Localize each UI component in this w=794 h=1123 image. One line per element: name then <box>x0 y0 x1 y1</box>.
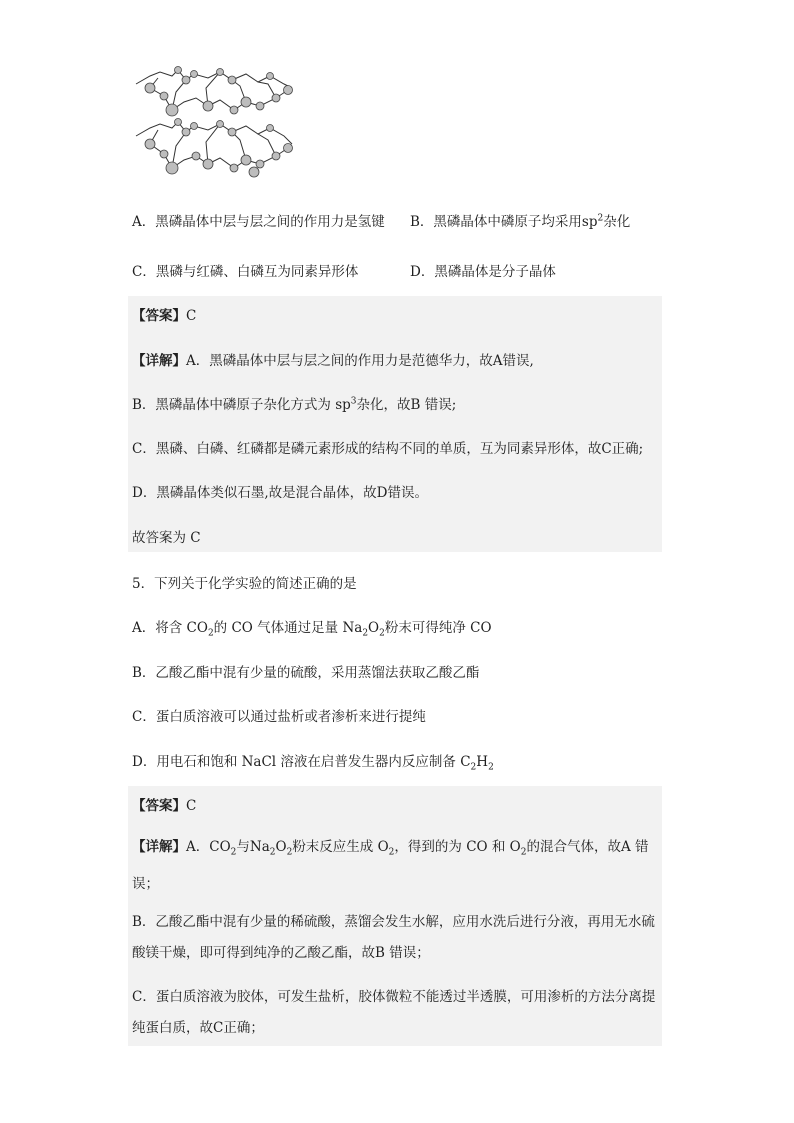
q4-option-d: D．黑磷晶体是分子晶体 <box>410 264 556 280</box>
q5-option-b: B．乙酸乙酯中混有少量的硫酸，采用蒸馏法获取乙酸乙酯 <box>132 665 480 681</box>
q4-detail-a: 【详解】A．黑磷晶体中层与层之间的作用力是范德华力，故A错误, <box>132 353 534 369</box>
black-phosphorus-structure-diagram <box>128 62 304 186</box>
q5-stem: 5．下列关于化学实验的简述正确的是 <box>132 576 357 592</box>
q5-option-a: A．将含 $CO_2$的 CO 气体通过足量 $Na_2O_2$粉末可得纯净 CO <box>132 620 492 639</box>
q5-option-d: D．用电石和饱和 NaCl 溶液在启普发生器内反应制备 $C_2H_2$ <box>132 754 494 773</box>
q4-conclusion: 故答案为 C <box>132 530 201 546</box>
q4-option-b: B．黑磷晶体中磷原子均采用$sp^2$杂化 <box>410 213 631 230</box>
q5-answer-block <box>128 786 662 1046</box>
q4-detail-c: C．黑磷、白磷、红磷都是磷元素形成的结构不同的单质，互为同素异形体，故C正确; <box>132 441 644 457</box>
q4-answer-block <box>128 296 662 552</box>
q4-option-a: A．黑磷晶体中层与层之间的作用力是氢键 <box>132 214 385 230</box>
q5-detail-b: B．乙酸乙酯中混有少量的稀硫酸，蒸馏会发生水解，应用水洗后进行分液，再用无水硫酸镁干燥，即可得到纯净的乙酸乙酯，故B 错误； <box>132 914 655 961</box>
q5-option-c: C．蛋白质溶液可以通过盐析或者渗析来进行提纯 <box>132 709 426 725</box>
q4-detail-b: B．黑磷晶体中磷原子杂化方式为 $sp^3$杂化，故B 错误; <box>132 396 457 413</box>
q5-detail-a: 【详解】A．$CO_2$与$Na_2O_2$粉末反应生成 $O_2$，得到的为 CO 和 $O_2$的混合气体，故A 错误； <box>132 839 649 892</box>
q5-answer: 【答案】C <box>132 798 197 814</box>
q4-answer: 【答案】C <box>132 308 197 324</box>
q5-detail-c: C．蛋白质溶液为胶体，可发生盐析，胶体微粒不能透过半透膜，可用渗析的方法分离提纯蛋白质，故C正确； <box>132 989 656 1036</box>
q4-option-c: C．黑磷与红磷、白磷互为同素异形体 <box>132 264 359 280</box>
q4-detail-d: D．黑磷晶体类似石墨,故是混合晶体，故D错误。 <box>132 485 428 501</box>
